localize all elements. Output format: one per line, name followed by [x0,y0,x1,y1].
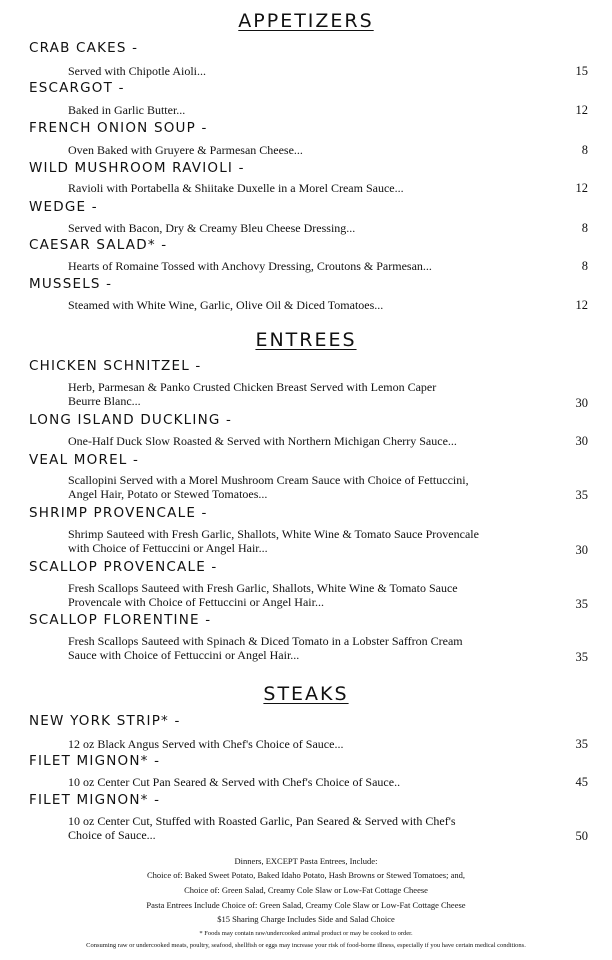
entree-name: SHRIMP PROVENCALE - [29,505,208,521]
description-line: with Choice of Fettuccini or Angel Hair... [68,541,268,555]
sides-salad-choices: Choice of: Green Salad, Creamy Cole Slaw or Low-Fat Cottage Cheese [184,885,428,895]
appetizer-name: WILD MUSHROOM RAVIOLI - [29,160,245,176]
pasta-sides-note: Pasta Entrees Include Choice of: Green Salad, Creamy Cole Slaw or Low-Fat Cottage Cheese [146,900,466,910]
description-line: Choice of Sauce... [68,828,156,842]
appetizer-price: 8 [581,143,588,157]
appetizer-price: 8 [581,259,588,273]
appetizer-description: Baked in Garlic Butter... [68,103,186,117]
entree-name: SCALLOP FLORENTINE - [29,612,212,628]
steak-name: FILET MIGNON* - [29,753,161,769]
appetizer-name: FRENCH ONION SOUP - [29,120,208,136]
appetizer-description: Served with Chipotle Aioli... [68,64,206,78]
appetizer-price: 15 [575,64,588,78]
entrees-heading: ENTREES [255,329,357,351]
description-line: Fresh Scallops Sauteed with Fresh Garlic, Shallots, White Wine & Tomato Sauce [68,581,458,595]
description-line: Provencale with Choice of Fettuccini or Angel Hair... [68,595,324,609]
entree-description [68,473,538,501]
entree-name: SCALLOP PROVENCALE - [29,559,218,575]
sides-potato-choices: Choice of: Baked Sweet Potato, Baked Idaho Potato, Hash Browns or Stewed Tomatoes; and, [147,870,465,880]
steak-name: NEW YORK STRIP* - [29,713,181,729]
appetizer-name: ESCARGOT - [29,80,125,96]
appetizer-price: 12 [575,181,588,195]
entree-name: CHICKEN SCHNITZEL - [29,358,202,374]
steak-description [68,775,538,789]
description-line: Beurre Blanc... [68,394,141,408]
description-line: One-Half Duck Slow Roasted & Served with Northern Michigan Cherry Sauce... [68,434,457,448]
health-advisory: Consuming raw or undercooked meats, poultry, seafood, shellfish or eggs may increase your risk of food-borne illness, especially if you have certain medical conditions. [86,942,526,949]
description-line: Angel Hair, Potato or Stewed Tomatoes... [68,487,268,501]
appetizer-price: 12 [575,298,588,312]
entree-price: 30 [575,543,588,557]
entree-price: 35 [575,597,588,611]
entree-price: 30 [575,434,588,448]
appetizer-name: WEDGE - [29,199,98,215]
steaks-heading: STEAKS [263,683,349,705]
steak-price: 35 [575,737,588,751]
entree-name: LONG ISLAND DUCKLING - [29,412,233,428]
entree-description [68,634,538,662]
entree-price: 30 [575,396,588,410]
appetizer-price: 12 [575,103,588,117]
appetizer-description: Served with Bacon, Dry & Creamy Bleu Cheese Dressing... [68,221,356,235]
description-line: Scallopini Served with a Morel Mushroom Cream Sauce with Choice of Fettuccini, [68,473,469,487]
appetizer-description: Steamed with White Wine, Garlic, Olive Oil & Diced Tomatoes... [68,298,384,312]
steak-price: 50 [575,829,588,843]
entree-description [68,434,538,448]
description-line: Sauce with Choice of Fettuccini or Angel Hair... [68,648,300,662]
appetizer-name: MUSSELS - [29,276,113,292]
steak-description [68,737,538,751]
description-line: 10 oz Center Cut, Stuffed with Roasted Garlic, Pan Seared & Served with Chef's [68,814,456,828]
appetizer-description: Oven Baked with Gruyere & Parmesan Cheese... [68,143,303,157]
description-line: 12 oz Black Angus Served with Chef's Choice of Sauce... [68,737,344,751]
description-line: 10 oz Center Cut Pan Seared & Served with Chef's Choice of Sauce.. [68,775,401,789]
entree-description [68,581,538,609]
description-line: Fresh Scallops Sauteed with Spinach & Diced Tomato in a Lobster Saffron Cream [68,634,463,648]
appetizer-description: Hearts of Romaine Tossed with Anchovy Dressing, Croutons & Parmesan... [68,259,432,273]
appetizer-price: 8 [581,221,588,235]
entree-price: 35 [575,650,588,664]
appetizer-name: CAESAR SALAD* - [29,237,168,253]
description-line: Herb, Parmesan & Panko Crusted Chicken Breast Served with Lemon Caper [68,380,437,394]
entree-name: VEAL MOREL - [29,452,140,468]
description-line: Shrimp Sauteed with Fresh Garlic, Shallots, White Wine & Tomato Sauce Provencale [68,527,479,541]
steak-price: 45 [575,775,588,789]
entree-description [68,380,538,408]
appetizer-description: Ravioli with Portabella & Shiitake Duxelle in a Morel Cream Sauce... [68,181,404,195]
entree-description [68,527,538,555]
steak-description [68,814,538,842]
entree-price: 35 [575,488,588,502]
appetizer-name: CRAB CAKES - [29,40,139,56]
raw-food-note: * Foods may contain raw/undercooked animal product or may be cooked to order. [199,930,413,937]
appetizers-heading: APPETIZERS [238,10,374,32]
sides-intro: Dinners, EXCEPT Pasta Entrees, Include: [234,856,378,866]
sharing-charge-note: $15 Sharing Charge Includes Side and Salad Choice [217,914,395,924]
steak-name: FILET MIGNON* - [29,792,161,808]
